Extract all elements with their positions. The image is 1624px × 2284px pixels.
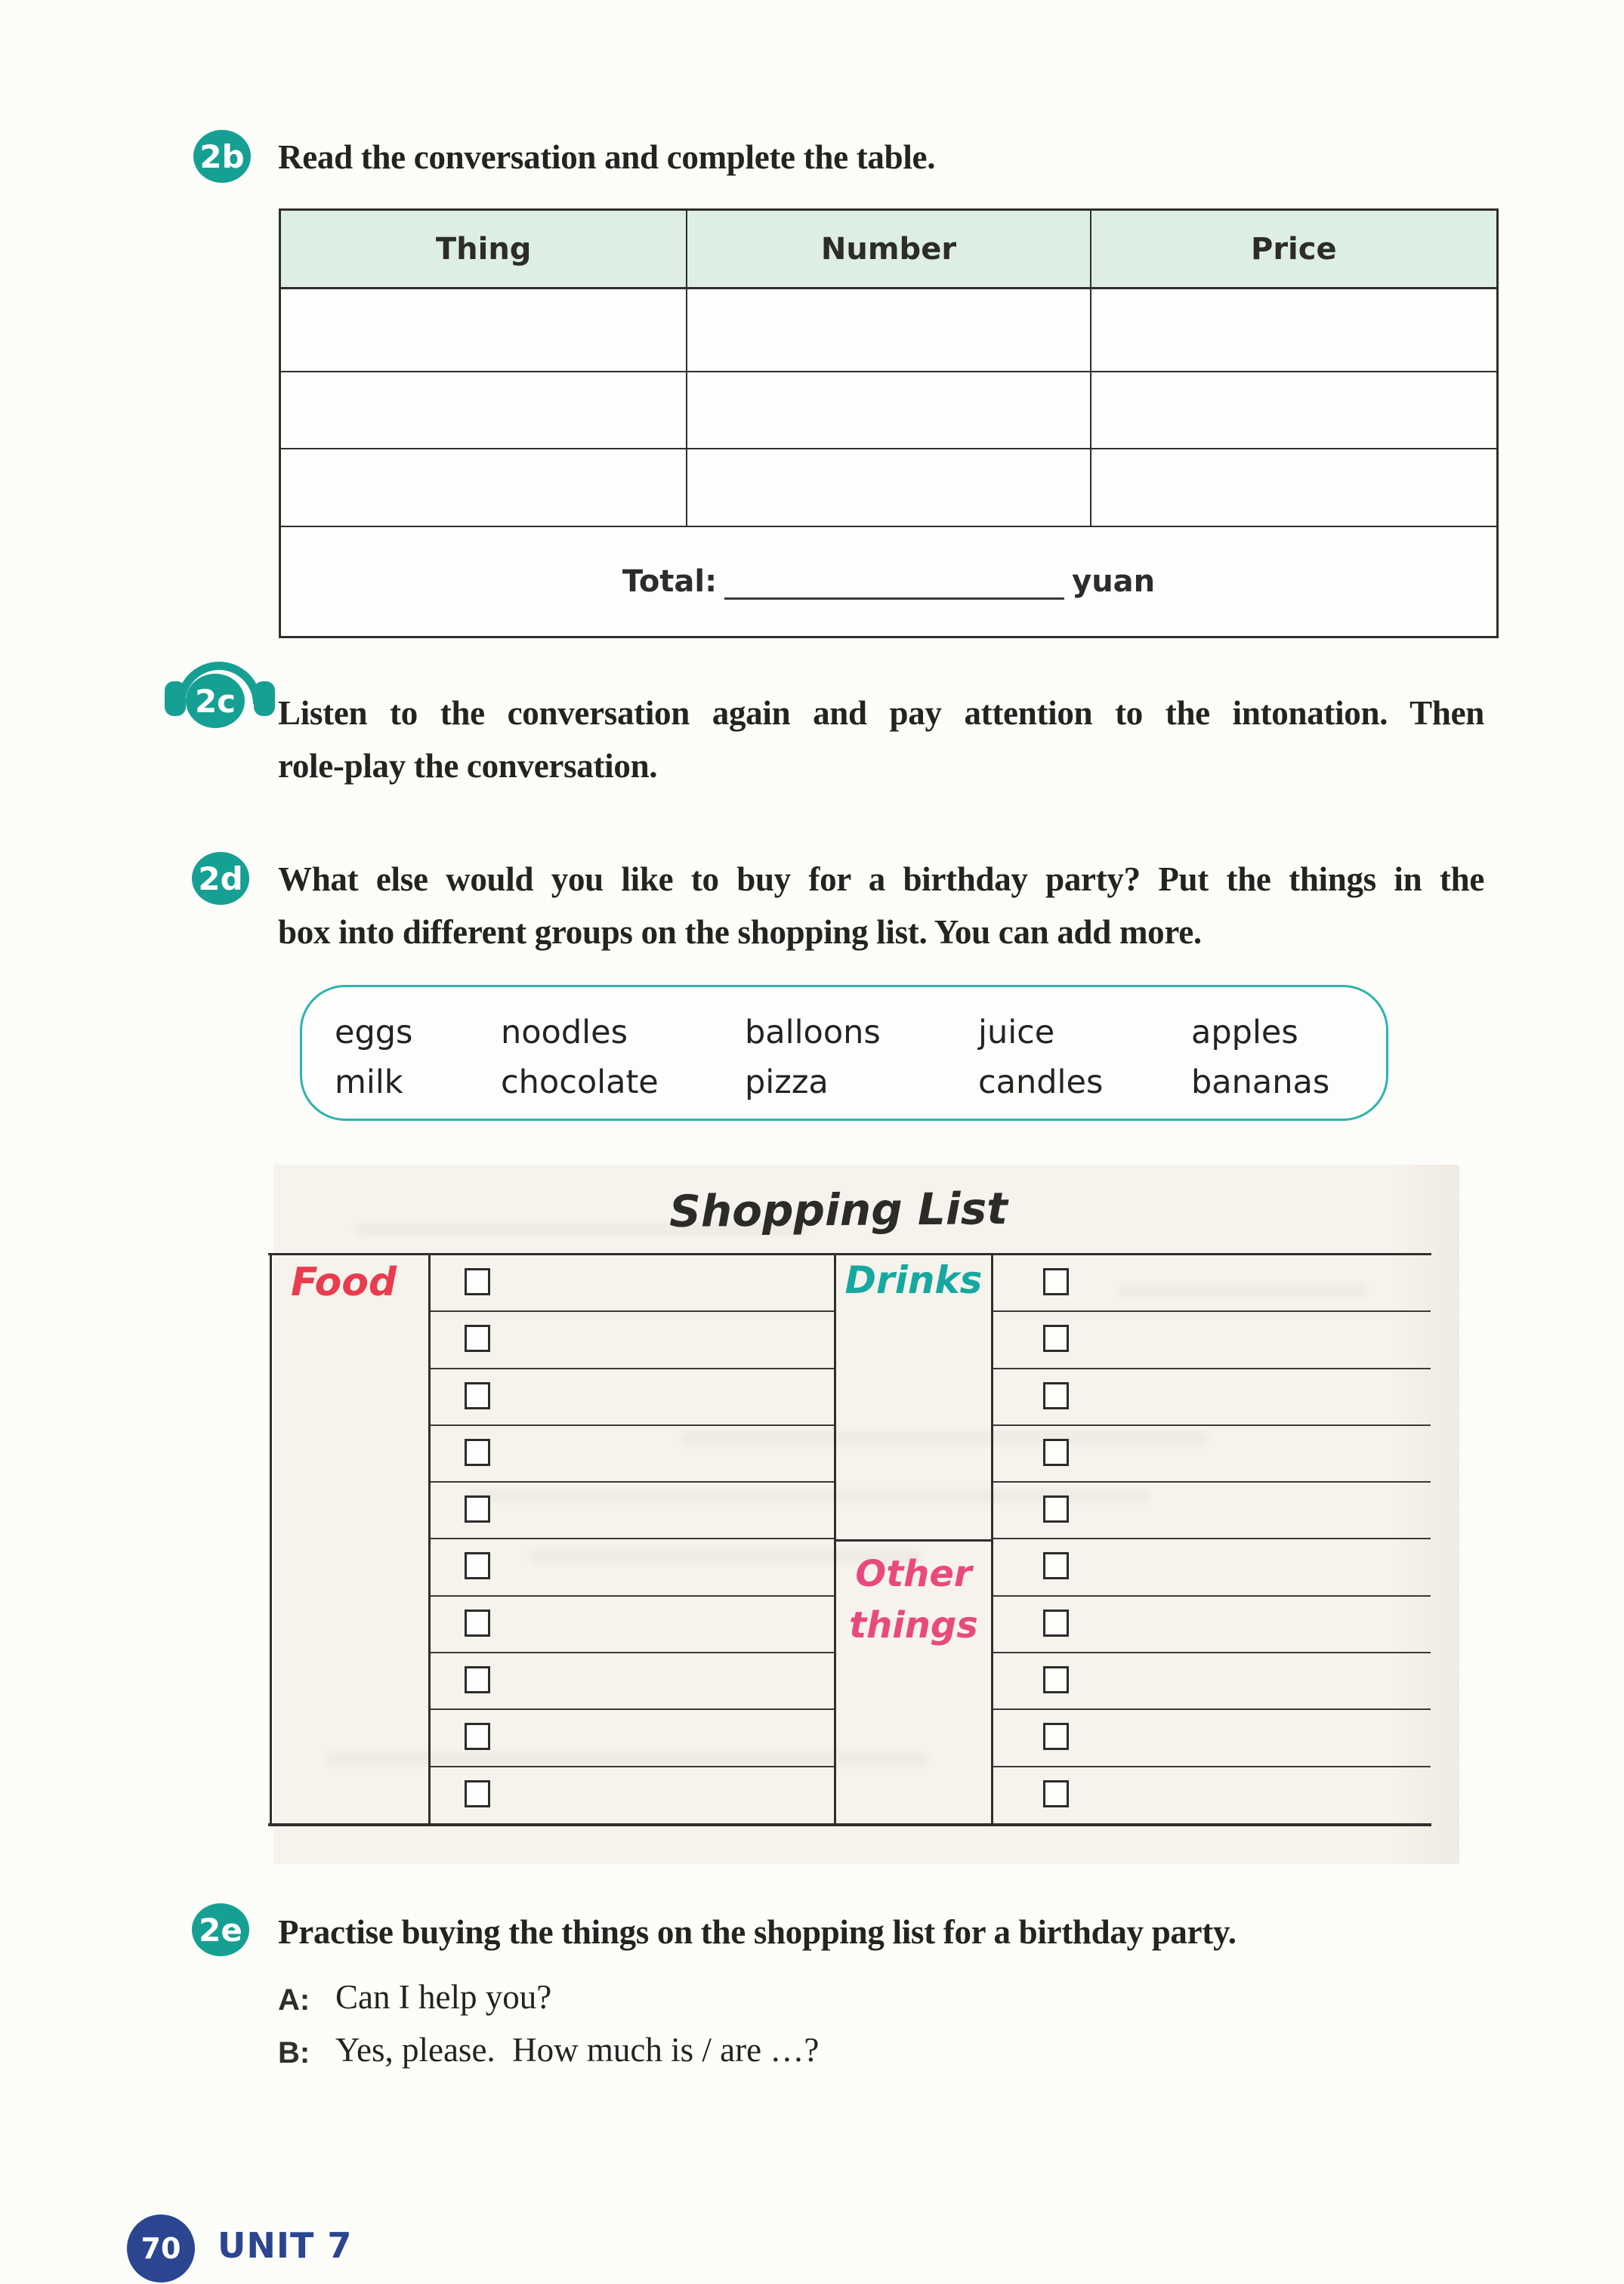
word-item: pizza (745, 1063, 829, 1101)
word-item: candles (978, 1063, 1104, 1101)
checkbox[interactable] (465, 1723, 490, 1750)
checklist-row (431, 1483, 834, 1539)
section-2d-heading-line1: What else would you like to buy for a birthday party? Put the things in the (278, 860, 1484, 898)
section-badge-2d (192, 852, 249, 905)
checklist-row (431, 1312, 834, 1369)
checkbox[interactable] (1043, 1552, 1069, 1579)
page-number: 70 (140, 2232, 181, 2265)
section-badge-2e (192, 1903, 249, 1956)
word-bank-column (745, 1008, 881, 1107)
checklist-row (431, 1597, 834, 1653)
checklist-row (431, 1653, 834, 1710)
headphone-earpad-left-icon (165, 681, 186, 716)
checkbox[interactable] (465, 1382, 490, 1409)
shopping-list-left-border (270, 1253, 272, 1826)
shopping-list-title: Shopping List (668, 1183, 1008, 1237)
table-row (281, 372, 1496, 449)
checklist-row (993, 1597, 1431, 1653)
checklist-row (431, 1539, 834, 1596)
table-cell-empty[interactable] (686, 372, 1091, 448)
dialog-speaker-b: B: (278, 2036, 310, 2069)
checklist-row (993, 1767, 1431, 1824)
checkbox[interactable] (465, 1325, 490, 1352)
checkbox[interactable] (1043, 1495, 1069, 1523)
checklist-row (993, 1710, 1431, 1767)
checkbox[interactable] (1043, 1325, 1069, 1352)
word-bank-column (1191, 1008, 1329, 1107)
section-2c-heading-line1: Listen to the conversation again and pay attention to the intonation. Then (278, 694, 1484, 732)
checkbox[interactable] (465, 1666, 490, 1693)
checkbox[interactable] (465, 1439, 490, 1466)
checklist-row (431, 1369, 834, 1426)
word-item: balloons (745, 1014, 881, 1051)
checkbox[interactable] (465, 1610, 490, 1637)
section-badge-2c (186, 674, 245, 728)
checkbox[interactable] (465, 1495, 490, 1523)
section-2e-heading: Practise buying the things on the shopping list for a birthday party. (278, 1913, 1237, 1951)
checklist-rows-left (431, 1255, 834, 1824)
section-badge-2e-label: 2e (199, 1911, 242, 1949)
price-table-header-number: Number (686, 211, 1091, 287)
table-cell-empty[interactable] (281, 289, 686, 371)
price-table-header-price: Price (1251, 231, 1337, 267)
checkbox[interactable] (1043, 1268, 1069, 1295)
checklist-row (993, 1539, 1431, 1596)
checklist-row (993, 1426, 1431, 1483)
section-badge-2d-label: 2d (198, 860, 243, 897)
table-cell-empty[interactable] (686, 449, 1091, 526)
word-bank-column (978, 1008, 1103, 1107)
section-badge-2c-label: 2c (194, 682, 236, 720)
other-things-group-label-line2: things (849, 1604, 978, 1647)
table-cell-empty[interactable] (1091, 449, 1496, 526)
word-item: noodles (501, 1014, 628, 1051)
checklist-row (431, 1710, 834, 1767)
food-group-label: Food (291, 1260, 397, 1305)
checkbox[interactable] (465, 1268, 490, 1295)
checkbox[interactable] (1043, 1610, 1069, 1637)
word-item: milk (335, 1063, 403, 1101)
table-cell-empty[interactable] (686, 289, 1091, 371)
section-2b-heading: Read the conversation and complete the table. (278, 138, 936, 176)
word-item: juice (978, 1014, 1055, 1051)
word-bank-column (335, 1008, 412, 1107)
word-item: apples (1191, 1014, 1298, 1051)
dialog-line-b: Yes, please. How much is / are …? (335, 2031, 820, 2069)
section-badge-2b (193, 130, 251, 183)
total-unit-label: yuan (1072, 564, 1156, 599)
total-row (281, 527, 1496, 636)
total-blank-line[interactable] (724, 564, 1064, 600)
table-row (281, 449, 1496, 527)
price-table-header-thing: Thing (435, 231, 532, 267)
table-cell-empty[interactable] (281, 372, 686, 448)
table-cell-empty[interactable] (1091, 289, 1496, 371)
other-things-group-label-line1: Other (855, 1553, 972, 1595)
word-bank-column (501, 1008, 659, 1107)
checkbox[interactable] (1043, 1666, 1069, 1693)
checkbox[interactable] (1043, 1382, 1069, 1409)
section-2d-heading-line2: box into different groups on the shopping list. You can add more. (278, 913, 1202, 951)
total-label: Total: (622, 564, 718, 599)
price-table-header-row (281, 211, 1496, 289)
checklist-rows-right (993, 1255, 1431, 1824)
unit-label: UNIT 7 (218, 2225, 353, 2266)
dialog-speaker-a: A: (278, 1983, 310, 2017)
checkbox[interactable] (465, 1780, 490, 1807)
checklist-row (993, 1653, 1431, 1710)
checkbox[interactable] (1043, 1780, 1069, 1807)
checklist-row (993, 1255, 1431, 1312)
section-badge-2b-label: 2b (199, 137, 245, 175)
page-number-badge (127, 2215, 195, 2282)
word-item: chocolate (501, 1063, 659, 1101)
checkbox[interactable] (1043, 1439, 1069, 1466)
dialog-line-a: Can I help you? (335, 1978, 552, 2016)
checklist-row (993, 1369, 1431, 1426)
checklist-row (993, 1483, 1431, 1539)
checklist-row (431, 1426, 834, 1483)
drinks-other-divider (834, 1539, 993, 1542)
checklist-row (431, 1767, 834, 1824)
price-table (279, 208, 1499, 638)
section-2c-heading-line2: role-play the conversation. (278, 747, 658, 785)
headphone-earpad-right-icon (254, 681, 275, 716)
table-row (281, 289, 1496, 372)
drinks-group-label: Drinks (844, 1258, 983, 1302)
word-item: bananas (1191, 1063, 1330, 1101)
checkbox[interactable] (465, 1552, 490, 1579)
table-cell-empty[interactable] (1091, 372, 1496, 448)
checklist-row (993, 1312, 1431, 1369)
checkbox[interactable] (1043, 1723, 1069, 1750)
word-item: eggs (335, 1014, 413, 1051)
table-cell-empty[interactable] (281, 449, 686, 526)
checklist-row (431, 1255, 834, 1312)
